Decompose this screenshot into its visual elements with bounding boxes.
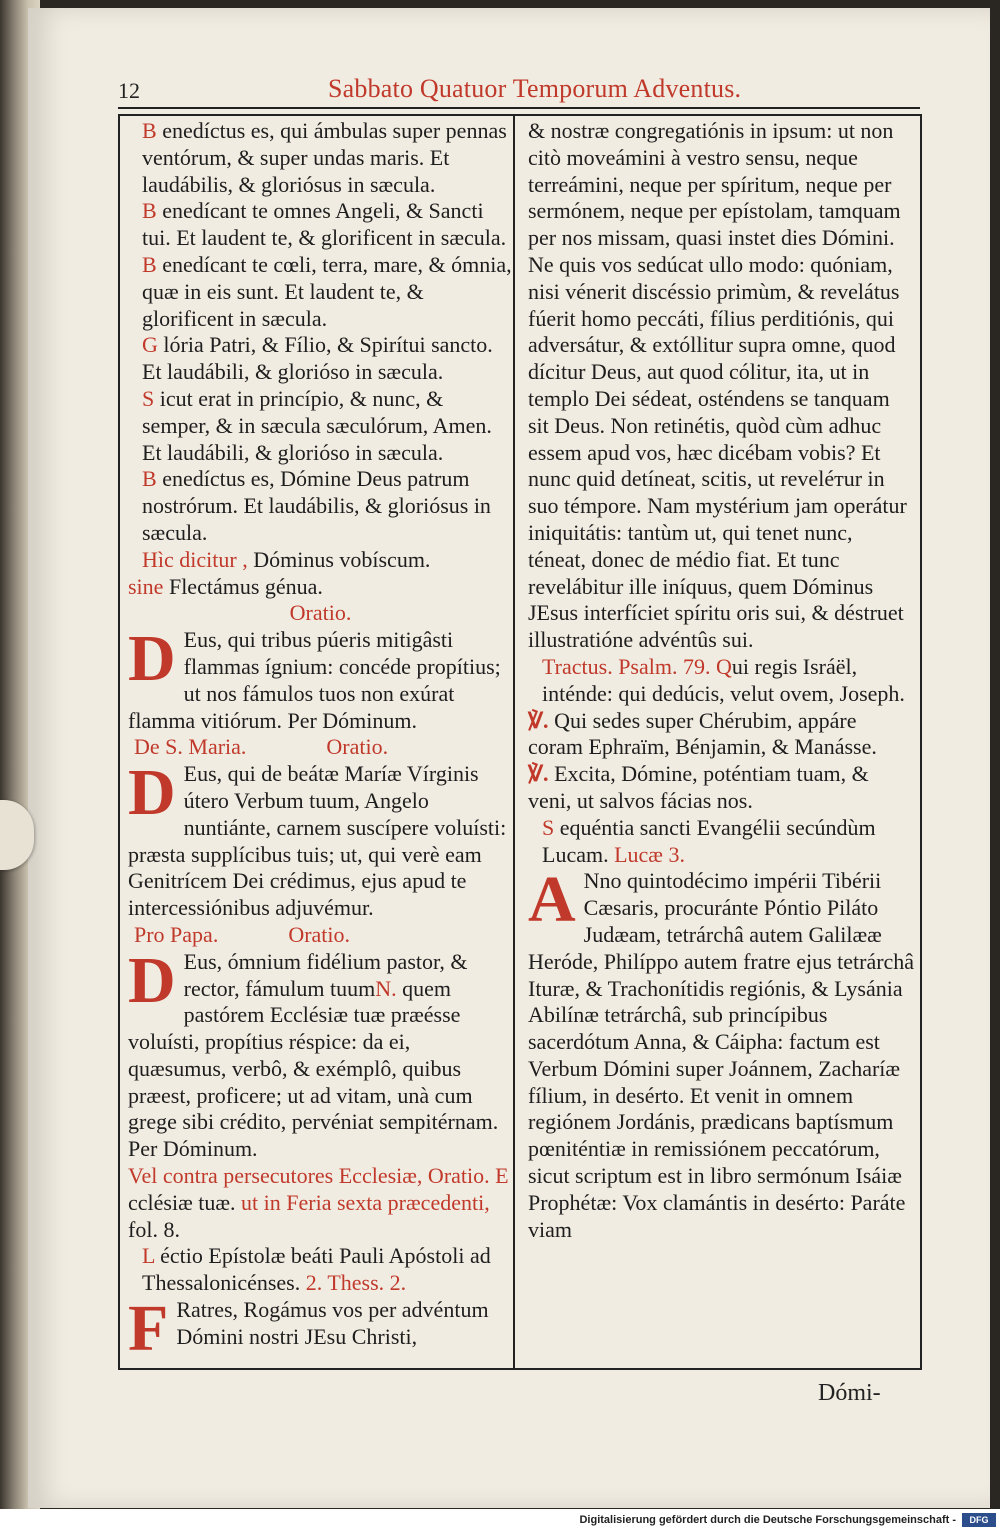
verse-gloria: G lória Patri, & Fílio, & Spirítui sancto. Et laudábili, & glorióso in sæcula. <box>142 332 493 385</box>
verse-1: B enedíctus es, qui ámbulas super pennas ventórum, & super undas maris. Et laudábilis, & gloriósus in sæcula. <box>142 118 507 197</box>
column-divider <box>513 114 515 1370</box>
sequentia-heading: S equéntia sancti Evangélii secúndùm Lucam. Lucæ 3. <box>542 814 876 867</box>
lectio-continued: & nostræ congregatiónis in ipsum: ut non citò moveámini à vestro sensu, neque terreámini, neque per spíritum, neque per sermónem, neque per epístolam, tamquam per nos missam, quasi instet dies Dómini. Ne quis vos sedúcat ullo modo: quóniam, nisi vénerit discéssio primùm, & revelátus fúerit homo peccáti, fílius perditiónis, qui adversátur, & extóllitur supra omne, quod dícitur Deus, aut quod cólitur, ita, ut in templo Dei sédeat, osténdens se tanquam sit Deus. Non retinétis, quòd cùm adhuc essem apud vos, hæc dicébam vobis? Et nunc quid detíneat, scitis, ut reveléтur in suo témpore. Nam mystérium jam operátur iniquitátis: tantùm ut, qui tenet nunc, téneat, donec de médio fiat. Et tunc revelábitur ille iníquus, quem Dóminus JEsus interfíciet spíritu oris sui, & déstruet illustratióne advéntûs sui. <box>528 118 907 653</box>
catchword: Dómi- <box>818 1380 881 1406</box>
footer-bar <box>0 1509 1000 1531</box>
versicle-1: ℣. Qui sedes super Chérubim, appáre coram Ephraïm, Bénjamin, & Manásse. <box>528 707 877 760</box>
oratio-1: D Eus, qui tribus púeris mitigâsti flammas ígnium: concéde propítius; ut nos fámulos tuos non exúrat flamma vitiórum. Per Dóminum. <box>128 622 501 733</box>
verse-4: B enedíctus es, Dómine Deus patrum nostrórum. Et laudábilis, & gloriósus in sæcula. <box>142 466 491 545</box>
header-rule <box>118 107 920 109</box>
rubric-hic-dicitur: Hìc dicitur , Dóminus vobíscum. <box>142 546 431 572</box>
gospel-text: A Nno quintodécimo impérii Tibérii Cæsaris, procuránte Póntio Piláto Judæam, tetrárchâ autem Galilææ Heróde, Philíppo autem fratre ejus tetrárchâ Ituræ, & Trachonítidis regiónis, & Lysánia Abilínæ tetrárchâ, sub princípibus sacerdótum Anna, & Cáipha: factum est Verbum Dómini super Joánnem, Zacharíæ fílium, in desérto. Et venit in omnem regiónem Jordánis, prædicans baptísmum pœniténtiæ in remissiónem peccatórum, sicut scriptum est in libro sermónum Isáiæ Prophétæ: Vox clamántis in desérto: Paráte viam <box>528 863 915 1242</box>
versicle-2: ℣. Excita, Dómine, poténtiam tuam, & veni, ut salvos fácias nos. <box>528 761 869 813</box>
tractus: Tractus. Psalm. 79. Qui regis Isráël, inténde: qui dedúcis, velut ovem, Joseph. <box>542 653 905 706</box>
verse-3: B enedícant te cœli, terra, mare, & ómnia, quæ in eis sunt. Et laudent te, & glorificent in sæcula. <box>142 251 512 331</box>
oratio-3: D Eus, ómnium fidélium pastor, & rector, fámulum tuumN. quem pastórem Ecclésiæ tuæ præésse voluísti, propítius réspice: da ei, quæsumus, verbô, & exémplô, quibus præest, proficere; ut ad vitam, unà cum grege sibi crédito, pervéniat sempitérnam. Per Dóminum. <box>128 943 499 1162</box>
footer-credit: Digitalisierung gefördert durch die Deutsche Forschungsgemeinschaft - <box>579 1514 956 1526</box>
right-column <box>528 118 915 1243</box>
page-number: 12 <box>118 78 140 103</box>
rubric-sine: sine Flectámus génua. <box>128 573 323 599</box>
verse-sicut: S icut erat in princípio, & nunc, & semper, & in sæcula sæculórum, Amen. Et laudábili, & glorióso in sæcula. <box>142 385 492 465</box>
lectio-text-start: F Ratres, Rogámus vos per advéntum Dómini nostri JEsu Christi, <box>128 1292 489 1366</box>
verse-2: B enedícant te omnes Angeli, & Sancti tui. Et laudent te, & glorificent in sæcula. <box>142 198 507 251</box>
rubric-vel-contra: Vel contra persecutores Ecclesiæ, Oratio. E cclésiæ tuæ. ut in Feria sexta præcedenti, fol. 8. <box>128 1163 509 1242</box>
versicle-icon: ℣. <box>528 761 549 787</box>
versicle-icon: ℣. <box>528 707 549 733</box>
left-column <box>128 118 513 1366</box>
lectio-heading: L éctio Epístolæ beáti Pauli Apóstoli ad Thessalonicénses. 2. Thess. 2. <box>142 1243 491 1296</box>
de-maria-heading: De S. Maria. Oratio. <box>134 734 389 760</box>
dfg-logo-icon: DFG <box>962 1513 996 1527</box>
pro-papa-heading: Pro Papa. Oratio. <box>134 921 351 947</box>
running-head: Sabbato Quatuor Temporum Adventus. <box>328 74 742 103</box>
oratio-2: D Eus, qui de beátæ Maríæ Vírginis útero Verbum tuum, Angelo nuntiánte, carnem suscípere voluísti: præsta supplícibus tuis; ut, qui verè eam Genitrícem Dei crédimus, ejus apud te intercessiónibus adjuvémur. <box>128 756 507 921</box>
oratio-heading-1: Oratio. <box>289 600 352 626</box>
